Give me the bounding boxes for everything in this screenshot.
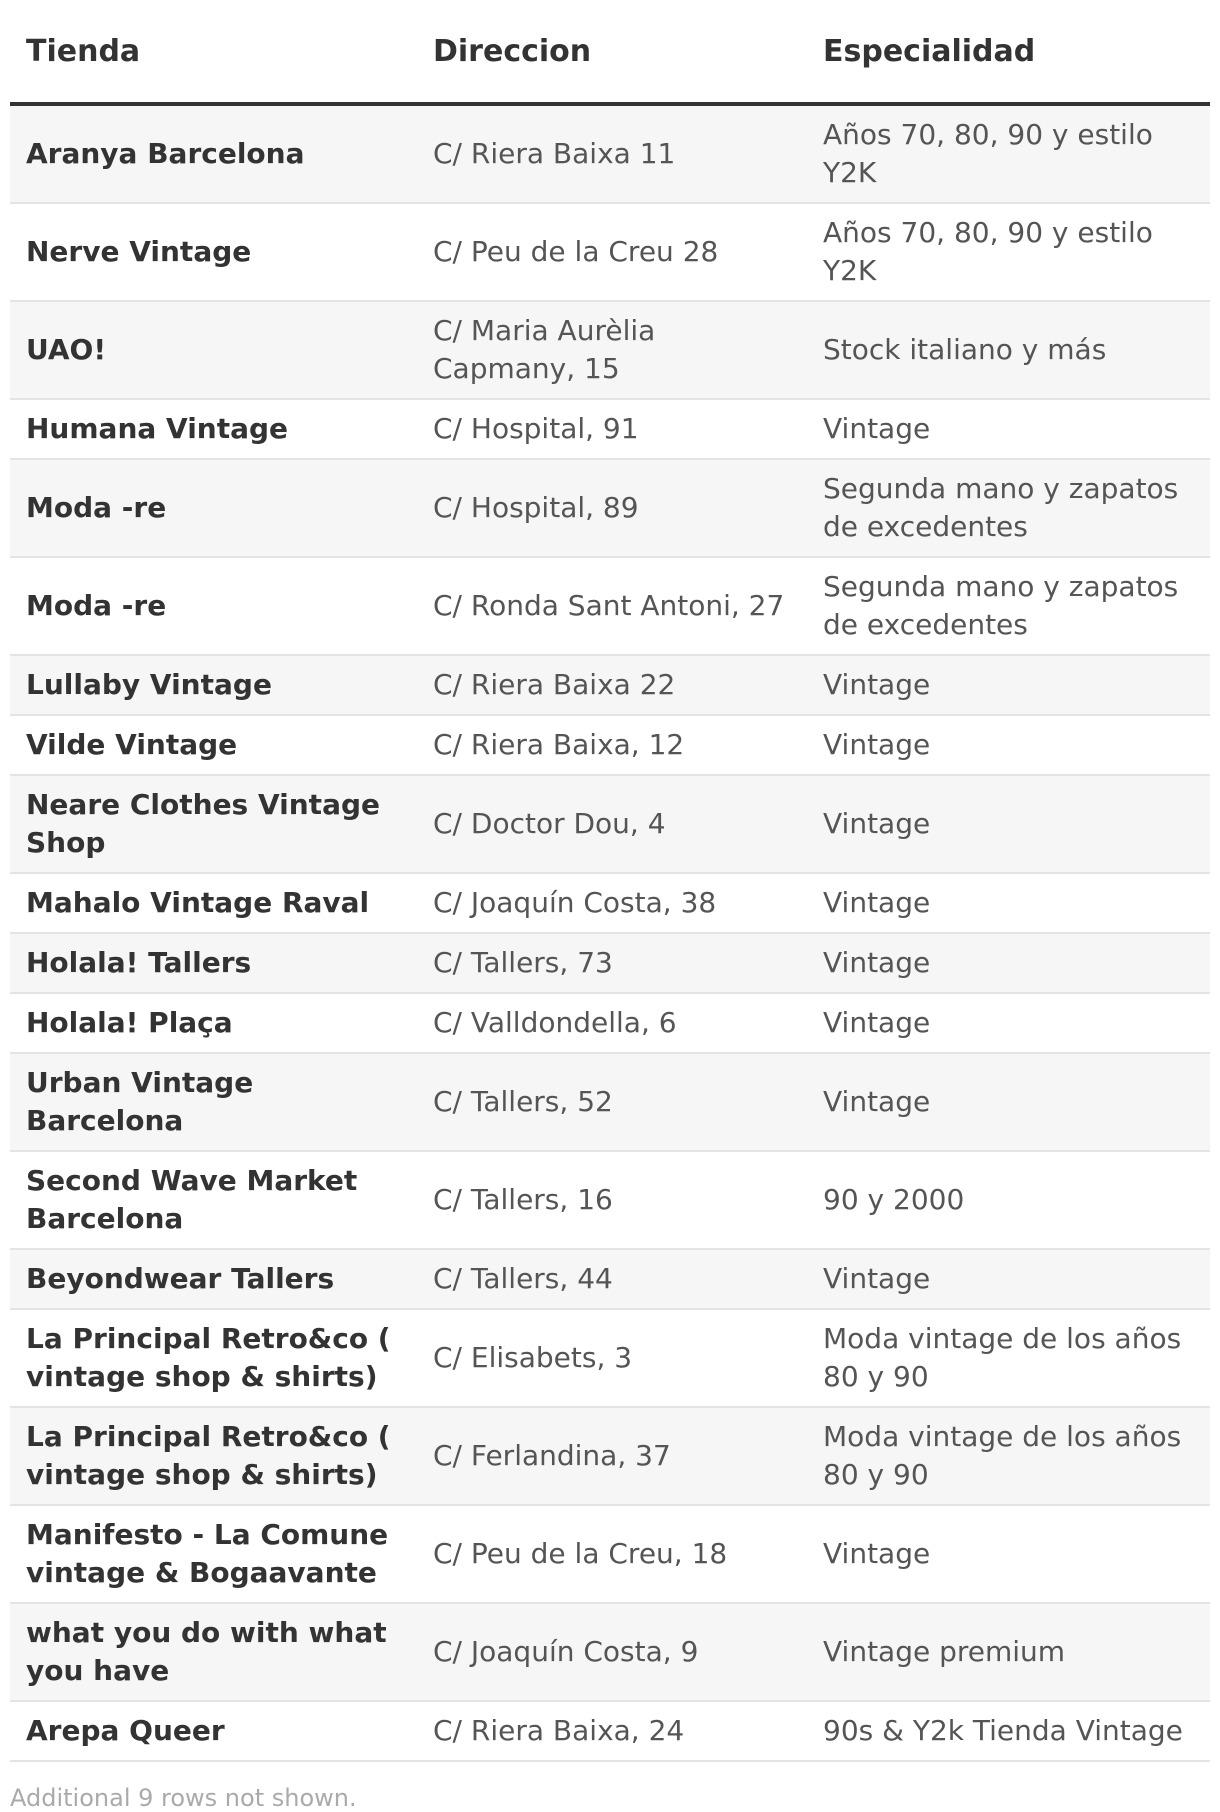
- cell-especialidad: Vintage: [807, 1053, 1210, 1151]
- cell-direccion: C/ Doctor Dou, 4: [417, 775, 807, 873]
- cell-tienda: Manifesto - La Comune vintage & Bogaavante: [10, 1505, 417, 1603]
- cell-direccion: C/ Peu de la Creu, 18: [417, 1505, 807, 1603]
- column-header-especialidad: Especialidad: [807, 0, 1210, 104]
- cell-direccion: C/ Joaquín Costa, 38: [417, 873, 807, 933]
- cell-especialidad: 90s & Y2k Tienda Vintage: [807, 1701, 1210, 1761]
- cell-especialidad: Stock italiano y más: [807, 301, 1210, 399]
- cell-especialidad: Moda vintage de los años 80 y 90: [807, 1309, 1210, 1407]
- table-row: [10, 1505, 1210, 1603]
- cell-direccion: C/ Hospital, 91: [417, 399, 807, 459]
- table-row: [10, 104, 1210, 203]
- table-row: [10, 557, 1210, 655]
- cell-tienda: La Principal Retro&co ( vintage shop & shirts): [10, 1309, 417, 1407]
- table-body: [10, 104, 1210, 1761]
- cell-especialidad: 90 y 2000: [807, 1151, 1210, 1249]
- cell-especialidad: Vintage: [807, 933, 1210, 993]
- table-header: [10, 0, 1210, 104]
- table-row: [10, 1151, 1210, 1249]
- cell-direccion: C/ Riera Baixa 22: [417, 655, 807, 715]
- cell-tienda: La Principal Retro&co ( vintage shop & shirts): [10, 1407, 417, 1505]
- cell-tienda: Nerve Vintage: [10, 203, 417, 301]
- cell-tienda: Second Wave Market Barcelona: [10, 1151, 417, 1249]
- cell-tienda: Humana Vintage: [10, 399, 417, 459]
- cell-direccion: C/ Riera Baixa, 24: [417, 1701, 807, 1761]
- cell-tienda: Lullaby Vintage: [10, 655, 417, 715]
- table-row: [10, 399, 1210, 459]
- table-row: [10, 933, 1210, 993]
- table-row: [10, 715, 1210, 775]
- cell-direccion: C/ Tallers, 44: [417, 1249, 807, 1309]
- cell-especialidad: Vintage premium: [807, 1603, 1210, 1701]
- cell-tienda: Holala! Plaça: [10, 993, 417, 1053]
- cell-tienda: UAO!: [10, 301, 417, 399]
- table-row: [10, 993, 1210, 1053]
- cell-especialidad: Vintage: [807, 1249, 1210, 1309]
- cell-direccion: C/ Joaquín Costa, 9: [417, 1603, 807, 1701]
- cell-especialidad: Vintage: [807, 873, 1210, 933]
- cell-direccion: C/ Riera Baixa 11: [417, 104, 807, 203]
- cell-especialidad: Vintage: [807, 775, 1210, 873]
- table-row: [10, 655, 1210, 715]
- cell-direccion: C/ Hospital, 89: [417, 459, 807, 557]
- cell-especialidad: Vintage: [807, 993, 1210, 1053]
- cell-tienda: Mahalo Vintage Raval: [10, 873, 417, 933]
- cell-tienda: Neare Clothes Vintage Shop: [10, 775, 417, 873]
- cell-especialidad: Vintage: [807, 399, 1210, 459]
- cell-tienda: Arepa Queer: [10, 1701, 417, 1761]
- table-row: [10, 301, 1210, 399]
- cell-especialidad: Vintage: [807, 715, 1210, 775]
- cell-tienda: Aranya Barcelona: [10, 104, 417, 203]
- rows-not-shown-note: Additional 9 rows not shown.: [10, 1784, 357, 1812]
- cell-especialidad: Segunda mano y zapatos de excedentes: [807, 557, 1210, 655]
- cell-direccion: C/ Elisabets, 3: [417, 1309, 807, 1407]
- cell-especialidad: Vintage: [807, 1505, 1210, 1603]
- cell-direccion: C/ Riera Baixa, 12: [417, 715, 807, 775]
- cell-direccion: C/ Peu de la Creu 28: [417, 203, 807, 301]
- cell-direccion: C/ Tallers, 16: [417, 1151, 807, 1249]
- table-row: [10, 1603, 1210, 1701]
- cell-direccion: C/ Tallers, 73: [417, 933, 807, 993]
- cell-direccion: C/ Ferlandina, 37: [417, 1407, 807, 1505]
- cell-direccion: C/ Tallers, 52: [417, 1053, 807, 1151]
- cell-tienda: Urban Vintage Barcelona: [10, 1053, 417, 1151]
- cell-direccion: C/ Maria Aurèlia Capmany, 15: [417, 301, 807, 399]
- table-row: [10, 775, 1210, 873]
- cell-especialidad: Moda vintage de los años 80 y 90: [807, 1407, 1210, 1505]
- cell-tienda: Beyondwear Tallers: [10, 1249, 417, 1309]
- table-row: [10, 873, 1210, 933]
- cell-tienda: what you do with what you have: [10, 1603, 417, 1701]
- cell-tienda: Vilde Vintage: [10, 715, 417, 775]
- table-row: [10, 1053, 1210, 1151]
- cell-especialidad: Segunda mano y zapatos de excedentes: [807, 459, 1210, 557]
- cell-direccion: C/ Valldondella, 6: [417, 993, 807, 1053]
- table-row: [10, 459, 1210, 557]
- cell-direccion: C/ Ronda Sant Antoni, 27: [417, 557, 807, 655]
- table-row: [10, 1701, 1210, 1761]
- table-row: [10, 1407, 1210, 1505]
- table-row: [10, 1309, 1210, 1407]
- cell-tienda: Moda -re: [10, 459, 417, 557]
- cell-tienda: Holala! Tallers: [10, 933, 417, 993]
- cell-tienda: Moda -re: [10, 557, 417, 655]
- header-row: [10, 0, 1210, 104]
- column-header-direccion: Direccion: [417, 0, 807, 104]
- column-header-tienda: Tienda: [10, 0, 417, 104]
- cell-especialidad: Vintage: [807, 655, 1210, 715]
- shops-table: [10, 0, 1210, 1762]
- table-row: [10, 203, 1210, 301]
- cell-especialidad: Años 70, 80, 90 y estilo Y2K: [807, 104, 1210, 203]
- cell-especialidad: Años 70, 80, 90 y estilo Y2K: [807, 203, 1210, 301]
- table-row: [10, 1249, 1210, 1309]
